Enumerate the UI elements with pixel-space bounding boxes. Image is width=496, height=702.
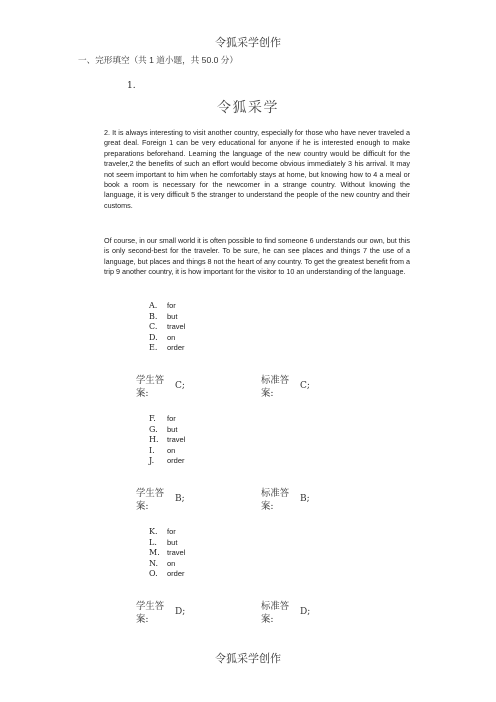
option-letter: K. bbox=[149, 527, 158, 536]
standard-answer-value: C; bbox=[300, 381, 310, 391]
option-item[interactable] bbox=[149, 538, 185, 549]
option-letter: D. bbox=[149, 332, 158, 342]
standard-answer-label: 标准答案: bbox=[261, 601, 290, 625]
option-text: but bbox=[167, 424, 178, 434]
student-answer-value: C; bbox=[175, 381, 185, 391]
option-item[interactable] bbox=[149, 322, 185, 333]
option-item[interactable] bbox=[149, 527, 185, 538]
option-text: for bbox=[167, 527, 176, 536]
standard-answer-label: 标准答案: bbox=[261, 375, 290, 399]
option-letter: I. bbox=[149, 445, 155, 455]
option-letter: C. bbox=[149, 322, 158, 332]
option-item[interactable] bbox=[149, 548, 185, 559]
option-text: but bbox=[167, 311, 178, 321]
watermark-banner: 令狐采学 bbox=[217, 100, 279, 116]
student-answer-value: D; bbox=[175, 607, 186, 617]
standard-answer-value: B; bbox=[300, 494, 310, 504]
option-text: on bbox=[167, 445, 176, 455]
student-answer-label: 学生答案: bbox=[136, 375, 165, 399]
passage-paragraph-1: 2. It is always interesting to visit another country, especially for those who have never traveled a great deal. Foreign 1 can be very educational for anyone if he is interested enough to make preparations beforehand. Learning the language of the new country would be difficult for the traveler,2 the benefits of such an effort would become obvious immediately 3 his arrival. It may not seem important to him when he comfortably stays at home, but knowing how to 4 a meal or book a room is necessary for the newcomer in a strange country. Without knowing the language, it is very difficult 5 the stranger to understand the people of the new country and their customs. bbox=[104, 128, 410, 210]
option-item[interactable] bbox=[149, 312, 185, 323]
student-answer-value: B; bbox=[175, 494, 185, 504]
option-text: but bbox=[167, 537, 178, 547]
option-text: order bbox=[167, 569, 185, 579]
option-item[interactable] bbox=[149, 559, 185, 570]
option-text: order bbox=[167, 456, 185, 466]
option-text: for bbox=[167, 414, 176, 423]
option-text: travel bbox=[167, 548, 186, 558]
option-item[interactable] bbox=[149, 301, 185, 312]
option-letter: B. bbox=[149, 311, 158, 321]
page-header-title: 令狐采学创作 bbox=[215, 36, 281, 49]
option-letter: O. bbox=[149, 569, 158, 579]
option-item[interactable] bbox=[149, 435, 185, 446]
option-letter: N. bbox=[149, 558, 159, 568]
option-letter: G. bbox=[149, 424, 158, 434]
question-number: 1. bbox=[127, 81, 136, 91]
option-item[interactable] bbox=[149, 333, 185, 344]
option-item[interactable] bbox=[149, 343, 185, 354]
option-text: travel bbox=[167, 435, 186, 445]
option-list bbox=[149, 527, 185, 580]
passage-paragraph-2: Of course, in our small world it is often possible to find someone 6 understands our own, but this is only second-best for the traveler. To be sure, he can see places and things 7 the use of a language, but places and things 8 not the heart of any country. To get the greatest benefit from a trip 9 another country, it is how important for the visitor to 10 an understanding of the language. bbox=[104, 236, 410, 277]
option-item[interactable] bbox=[149, 446, 185, 457]
option-text: travel bbox=[167, 322, 186, 332]
option-item[interactable] bbox=[149, 414, 185, 425]
option-list bbox=[149, 414, 185, 467]
option-text: on bbox=[167, 332, 176, 342]
option-text: order bbox=[167, 343, 185, 353]
option-text: on bbox=[167, 558, 176, 568]
option-letter: J. bbox=[149, 456, 155, 466]
student-answer-label: 学生答案: bbox=[136, 488, 165, 512]
option-letter: H. bbox=[149, 435, 159, 445]
option-item[interactable] bbox=[149, 425, 185, 436]
page-footer-title: 令狐采学创作 bbox=[215, 652, 281, 665]
option-letter: A. bbox=[149, 301, 158, 310]
option-letter: L. bbox=[149, 537, 157, 547]
option-text: for bbox=[167, 301, 176, 310]
option-item[interactable] bbox=[149, 456, 185, 467]
option-letter: F. bbox=[149, 414, 156, 423]
standard-answer-value: D; bbox=[300, 607, 311, 617]
option-letter: E. bbox=[149, 343, 158, 353]
student-answer-label: 学生答案: bbox=[136, 601, 165, 625]
option-list bbox=[149, 301, 185, 354]
option-item[interactable] bbox=[149, 569, 185, 580]
section-title: 一、完形填空（共 1 道小题，共 50.0 分） bbox=[78, 55, 238, 65]
option-letter: M. bbox=[149, 548, 160, 558]
standard-answer-label: 标准答案: bbox=[261, 488, 290, 512]
